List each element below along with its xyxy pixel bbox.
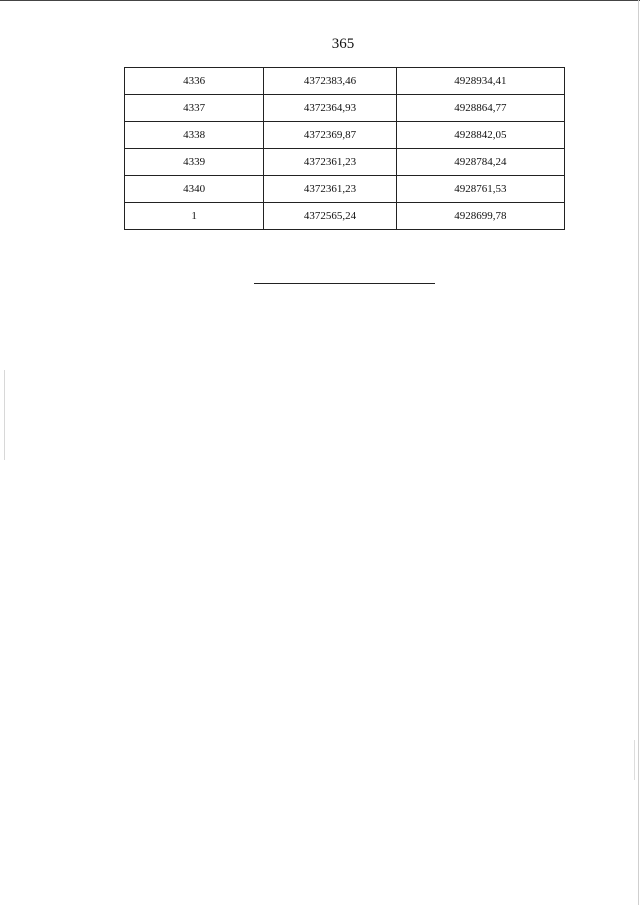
end-separator-line [254, 283, 435, 284]
x-coordinate-cell: 4372364,93 [264, 95, 396, 122]
x-coordinate-cell: 4372565,24 [264, 203, 396, 230]
scan-mark-right [634, 740, 635, 780]
page-number: 365 [331, 36, 355, 52]
table-row [125, 122, 565, 149]
point-number-cell: 4337 [125, 95, 264, 122]
x-coordinate-cell: 4372369,87 [264, 122, 396, 149]
y-coordinate-cell: 4928864,77 [396, 95, 564, 122]
y-coordinate-cell: 4928842,05 [396, 122, 564, 149]
x-coordinate-cell: 4372383,46 [264, 68, 396, 95]
table-row [125, 68, 565, 95]
table-row [125, 95, 565, 122]
y-coordinate-cell: 4928784,24 [396, 149, 564, 176]
point-number-cell: 4336 [125, 68, 264, 95]
y-coordinate-cell: 4928699,78 [396, 203, 564, 230]
y-coordinate-cell: 4928934,41 [396, 68, 564, 95]
table-row [125, 149, 565, 176]
y-coordinate-cell: 4928761,53 [396, 176, 564, 203]
point-number-cell: 4340 [125, 176, 264, 203]
table-row [125, 203, 565, 230]
page-right-edge [638, 0, 639, 905]
page-top-edge [0, 0, 640, 1]
scan-mark-left [4, 370, 5, 460]
point-number-cell: 1 [125, 203, 264, 230]
coordinates-table [124, 67, 565, 230]
x-coordinate-cell: 4372361,23 [264, 176, 396, 203]
point-number-cell: 4339 [125, 149, 264, 176]
table-row [125, 176, 565, 203]
point-number-cell: 4338 [125, 122, 264, 149]
x-coordinate-cell: 4372361,23 [264, 149, 396, 176]
